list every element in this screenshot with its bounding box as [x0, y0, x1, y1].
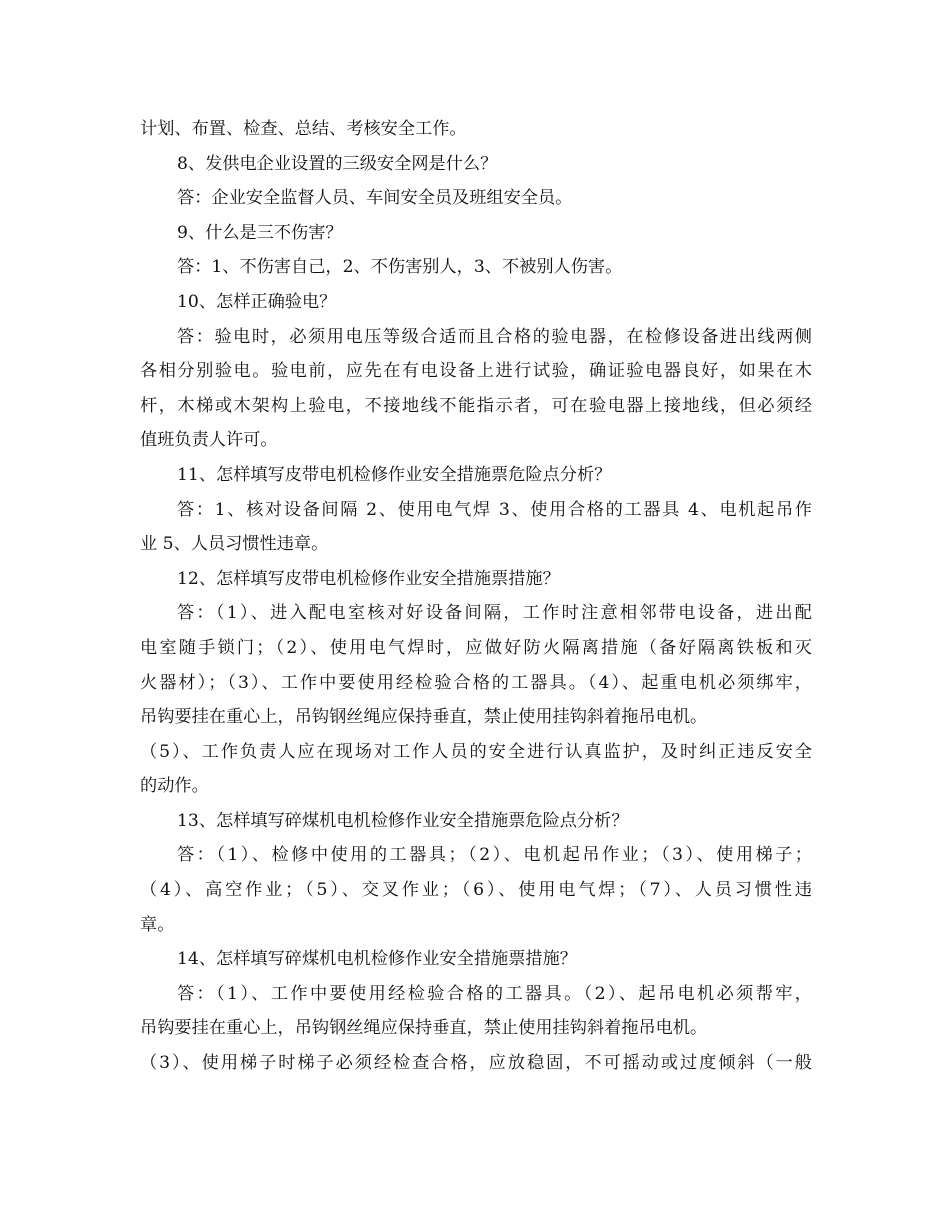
- text-line: 13、怎样填写碎煤机电机检修作业安全措施票危险点分析？: [177, 810, 629, 831]
- text-line: （5）、工作负责人应在现场对工作人员的安全进行认真监护，及时纠正违反安全: [140, 741, 812, 762]
- text-line: 各相分别验电。验电前，应先在有电设备上进行试验，确证验电器良好，如果在木: [140, 361, 812, 382]
- text-line: 14、怎样填写碎煤机电机检修作业安全措施票措施？: [177, 949, 577, 970]
- text-line: 答：企业安全监督人员、车间安全员及班组安全员。: [177, 188, 573, 209]
- text-line: 10、怎样正确验电？: [177, 291, 337, 312]
- text-line: 答：（1）、进入配电室核对好设备间隔，工作时注意相邻带电设备，进出配: [177, 603, 812, 624]
- text-line: 9、什么是三不伤害？: [177, 222, 343, 243]
- text-line: 值班负责人许可。: [140, 430, 278, 451]
- text-line: 答：1、不伤害自己，2、不伤害别人，3、不被别人伤害。: [177, 257, 623, 278]
- text-line: 电室随手锁门；（2）、使用电气焊时，应做好防火隔离措施（备好隔离铁板和灭: [140, 637, 812, 658]
- text-line: 的动作。: [140, 776, 209, 797]
- text-line: （4）、高空作业；（5）、交叉作业；（6）、使用电气焊；（7）、人员习惯性违: [140, 880, 812, 901]
- text-line: 业 5、人员习惯性违章。: [140, 534, 329, 555]
- text-line: 吊钩要挂在重心上，吊钩钢丝绳应保持垂直，禁止使用挂钩斜着拖吊电机。: [140, 707, 708, 728]
- text-line: 火器材）；（3）、工作中要使用经检验合格的工器具。（4）、起重电机必须绑牢，: [140, 672, 812, 693]
- text-line: （3）、使用梯子时梯子必须经检查合格，应放稳固，不可摇动或过度倾斜（一般: [140, 1053, 812, 1074]
- text-line: 12、怎样填写皮带电机检修作业安全措施票措施？: [177, 568, 560, 589]
- text-line: 杆，木梯或木架构上验电，不接地线不能指示者，可在验电器上接地线，但必须经: [140, 395, 812, 416]
- text-line: 计划、布置、检查、总结、考核安全工作。: [140, 119, 467, 139]
- document-body: [140, 112, 812, 1081]
- text-line: 答：1、核对设备间隔 2、使用电气焊 3、使用合格的工器具 4、电机起吊作: [177, 499, 812, 520]
- text-line: 8、发供电企业设置的三级安全网是什么？: [177, 153, 498, 174]
- text-line: 章。: [140, 914, 175, 935]
- text-line: 答：（1）、工作中要使用经检验合格的工器具。（2）、起吊电机必须帮牢，: [177, 983, 812, 1004]
- text-line: 答：验电时，必须用电压等级合适而且合格的验电器，在检修设备进出线两侧: [177, 326, 812, 347]
- text-line: 吊钩要挂在重心上，吊钩钢丝绳应保持垂直，禁止使用挂钩斜着拖吊电机。: [140, 1018, 708, 1039]
- text-line: 答：（1）、检修中使用的工器具；（2）、电机起吊作业；（3）、使用梯子；: [177, 845, 812, 866]
- text-line: 11、怎样填写皮带电机检修作业安全措施票危险点分析？: [177, 464, 612, 485]
